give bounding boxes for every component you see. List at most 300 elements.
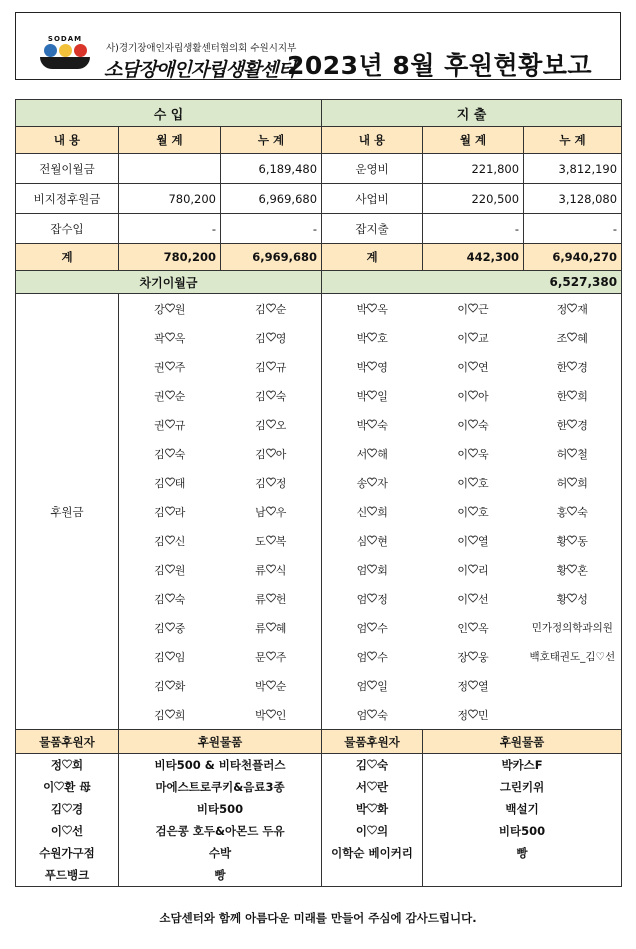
donor-name xyxy=(119,700,221,730)
name-first: 문 xyxy=(255,650,266,664)
name-last: 교 xyxy=(478,331,489,345)
carry-over-value: 6,527,380 xyxy=(322,271,622,294)
name-full: 수원가구점 xyxy=(39,846,95,860)
name-first: 이 xyxy=(457,302,469,316)
name-last: 일 xyxy=(377,389,388,403)
name-last: 인 xyxy=(275,708,287,722)
heart-icon xyxy=(567,390,577,400)
name-first: 홍 xyxy=(556,505,568,519)
expense-sum-month: 442,300 xyxy=(423,244,524,271)
donor-name xyxy=(119,526,221,555)
donor-name xyxy=(524,352,622,381)
goods-col-item-1: 후원물품 xyxy=(119,730,322,754)
summary-out-label: 잡지출 xyxy=(322,214,423,244)
name-last: 주 xyxy=(275,650,287,664)
heart-icon xyxy=(468,651,478,661)
name-first: 황 xyxy=(556,534,568,548)
summary-row xyxy=(16,154,622,184)
name-first: 이 xyxy=(43,780,55,794)
income-col-month: 월 계 xyxy=(119,127,221,154)
donor-name xyxy=(524,671,622,700)
donor-name xyxy=(423,381,524,410)
donor-name xyxy=(423,584,524,613)
name-full: 백호태권도_김♡선 xyxy=(529,651,616,663)
donor-name xyxy=(119,323,221,352)
donor-name xyxy=(119,497,221,526)
heart-icon xyxy=(165,506,175,516)
donor-name xyxy=(221,642,322,671)
name-first: 김 xyxy=(255,389,266,403)
logo-dot-blue xyxy=(44,44,57,57)
name-last: 화 xyxy=(377,802,389,816)
summary-in-total: 6,189,480 xyxy=(221,154,322,184)
donor-name xyxy=(221,410,322,439)
name-first: 도 xyxy=(255,534,266,548)
name-first: 이 xyxy=(457,592,469,606)
name-last: 란 xyxy=(377,780,389,794)
expense-sum-label: 계 xyxy=(322,244,423,271)
heart-icon xyxy=(266,419,276,429)
heart-icon xyxy=(54,781,64,791)
heart-icon xyxy=(468,332,478,342)
goods-item xyxy=(423,864,622,887)
name-last: 옥 xyxy=(478,621,489,635)
name-first: 이 xyxy=(457,563,469,577)
name-last: 열 xyxy=(478,679,489,693)
heart-icon xyxy=(367,622,377,632)
heart-icon xyxy=(468,477,478,487)
donor-name xyxy=(423,613,524,642)
goods-donor xyxy=(322,798,423,820)
name-last: 옥 xyxy=(174,331,186,345)
heart-icon xyxy=(165,419,175,429)
name-last: 웅 xyxy=(478,650,489,664)
heart-icon xyxy=(367,390,377,400)
goods-donor xyxy=(322,864,423,887)
summary-in-label: 전월이월금 xyxy=(16,154,119,184)
name-last: 호 xyxy=(478,505,489,519)
heart-icon xyxy=(567,303,577,313)
logo-text: SODAM xyxy=(47,35,83,43)
donor-name xyxy=(524,613,622,642)
goods-item: 수박 xyxy=(119,842,322,864)
donor-name xyxy=(322,613,423,642)
name-first: 김 xyxy=(255,331,266,345)
heart-icon xyxy=(468,593,478,603)
name-first: 이 xyxy=(457,476,469,490)
org-affiliation: 사)경기장애인자립생활센터협의회 수원시지부 xyxy=(106,43,297,54)
heart-icon xyxy=(165,448,175,458)
donor-name xyxy=(119,381,221,410)
name-last: 중 xyxy=(174,621,186,635)
name-last: 수 xyxy=(377,621,388,635)
heart-icon xyxy=(367,419,377,429)
summary-out-month: 221,800 xyxy=(423,154,524,184)
donor-name xyxy=(423,671,524,700)
heart-icon xyxy=(266,390,276,400)
donor-name xyxy=(221,584,322,613)
heart-icon xyxy=(367,709,377,719)
name-last: 신 xyxy=(174,534,186,548)
heart-icon xyxy=(567,535,577,545)
name-first: 허 xyxy=(556,476,568,490)
name-last: 수 xyxy=(377,650,388,664)
name-first: 김 xyxy=(50,802,62,816)
summary-out-label: 사업비 xyxy=(322,184,423,214)
name-first: 류 xyxy=(255,621,266,635)
name-first: 엄 xyxy=(356,708,368,722)
name-first: 박 xyxy=(355,802,368,816)
donor-name xyxy=(524,323,622,352)
name-last: 민 xyxy=(478,708,489,722)
name-first: 엄 xyxy=(356,621,368,635)
goods-item: 비타500 & 비타천플러스 xyxy=(119,754,322,777)
summary-in-month xyxy=(119,154,221,184)
name-first: 정 xyxy=(457,679,469,693)
name-first: 류 xyxy=(255,563,266,577)
name-last: 주 xyxy=(174,360,186,374)
name-last: 순 xyxy=(174,389,186,403)
name-first: 권 xyxy=(154,389,165,403)
donor-name xyxy=(322,323,423,352)
summary-out-month: - xyxy=(423,214,524,244)
name-last: 식 xyxy=(275,563,287,577)
goods-donor xyxy=(16,864,119,887)
name-last: 경 xyxy=(577,418,588,432)
donor-name xyxy=(221,468,322,497)
goods-donor xyxy=(322,842,423,864)
heart-icon xyxy=(165,477,175,487)
name-first: 엄 xyxy=(356,563,368,577)
donor-name xyxy=(322,584,423,613)
name-last: 연 xyxy=(478,360,489,374)
heart-icon xyxy=(567,564,577,574)
goods-donor xyxy=(322,776,423,798)
name-full: 푸드뱅크 xyxy=(44,868,90,882)
heart-icon xyxy=(367,332,377,342)
donor-section-label: 후원금 xyxy=(16,294,119,730)
heart-icon xyxy=(266,361,276,371)
heart-icon xyxy=(367,448,377,458)
name-first: 엄 xyxy=(356,679,368,693)
logo-bowl xyxy=(40,57,90,69)
donor-name xyxy=(524,642,622,671)
donor-name xyxy=(322,555,423,584)
heart-icon xyxy=(266,680,276,690)
name-last: 회 xyxy=(377,563,388,577)
name-first: 서 xyxy=(356,447,368,461)
heart-icon xyxy=(468,535,478,545)
donation-report-table xyxy=(15,99,622,887)
goods-item: 그린키위 xyxy=(423,776,622,798)
name-last: 철 xyxy=(577,447,588,461)
name-last: 숙 xyxy=(577,505,588,519)
donor-name xyxy=(524,294,622,324)
name-last: 원 xyxy=(174,302,186,316)
report-header xyxy=(15,12,621,80)
heart-icon xyxy=(266,448,276,458)
heart-icon xyxy=(165,709,175,719)
donor-name xyxy=(322,526,423,555)
heart-icon xyxy=(468,390,478,400)
name-last: 경 xyxy=(72,802,84,816)
donor-name xyxy=(119,410,221,439)
donor-name xyxy=(524,468,622,497)
donor-name xyxy=(221,352,322,381)
name-last: 혼 xyxy=(577,563,588,577)
name-last: 임 xyxy=(174,650,186,664)
donor-name xyxy=(322,352,423,381)
donor-name xyxy=(524,526,622,555)
name-last: 희 xyxy=(72,758,84,772)
name-first: 김 xyxy=(154,592,165,606)
heart-icon xyxy=(468,622,478,632)
heart-icon xyxy=(165,535,175,545)
name-first: 이 xyxy=(457,447,469,461)
name-first: 김 xyxy=(154,679,165,693)
heart-icon xyxy=(266,303,276,313)
name-last: 정 xyxy=(377,592,388,606)
heart-icon xyxy=(567,361,577,371)
name-last: 희 xyxy=(377,505,388,519)
heart-icon xyxy=(165,651,175,661)
name-last: 순 xyxy=(275,679,287,693)
name-first: 한 xyxy=(556,418,568,432)
goods-item: 마에스트로쿠키&음료3종 xyxy=(119,776,322,798)
name-first: 이 xyxy=(457,360,469,374)
name-first: 엄 xyxy=(356,592,368,606)
donor-name xyxy=(119,294,221,324)
name-first: 권 xyxy=(154,360,165,374)
name-last: 성 xyxy=(577,592,588,606)
name-first: 박 xyxy=(255,679,266,693)
heart-icon xyxy=(468,419,478,429)
goods-donor xyxy=(322,754,423,777)
heart-icon xyxy=(567,477,577,487)
heart-icon xyxy=(165,564,175,574)
heart-icon xyxy=(367,680,377,690)
name-first: 김 xyxy=(154,447,165,461)
name-last: 숙 xyxy=(377,758,389,772)
name-first: 김 xyxy=(154,534,165,548)
goods-row xyxy=(16,842,622,864)
donor-name xyxy=(322,410,423,439)
name-first: 이 xyxy=(457,505,469,519)
goods-row xyxy=(16,864,622,887)
donor-name xyxy=(322,497,423,526)
name-first: 인 xyxy=(457,621,469,635)
heart-icon xyxy=(468,709,478,719)
income-sum-month: 780,200 xyxy=(119,244,221,271)
summary-out-label: 운영비 xyxy=(322,154,423,184)
name-first: 남 xyxy=(255,505,266,519)
name-full: 이학순 베이커리 xyxy=(331,846,413,860)
heart-icon xyxy=(165,361,175,371)
name-first: 신 xyxy=(356,505,368,519)
goods-item: 검은콩 호두&아몬드 두유 xyxy=(119,820,322,842)
name-last: 오 xyxy=(275,418,287,432)
donor-name xyxy=(423,555,524,584)
name-last: 숙 xyxy=(377,418,388,432)
name-first: 김 xyxy=(154,708,165,722)
name-last: 열 xyxy=(478,534,489,548)
donor-name xyxy=(322,700,423,730)
name-last: 정 xyxy=(275,476,287,490)
name-first: 황 xyxy=(556,592,568,606)
goods-col-donor-2: 물품후원자 xyxy=(322,730,423,754)
goods-donor xyxy=(16,842,119,864)
expense-col-month: 월 계 xyxy=(423,127,524,154)
donor-name xyxy=(221,613,322,642)
donor-name xyxy=(423,700,524,730)
name-first: 엄 xyxy=(356,650,368,664)
name-last: 해 xyxy=(377,447,388,461)
name-first: 황 xyxy=(556,563,568,577)
name-last: 숙 xyxy=(174,592,186,606)
name-last: 규 xyxy=(275,360,287,374)
summary-in-total: - xyxy=(221,214,322,244)
donor-name xyxy=(119,555,221,584)
heart-icon xyxy=(62,759,72,769)
donor-name xyxy=(524,700,622,730)
donor-name xyxy=(423,410,524,439)
name-first: 김 xyxy=(154,621,165,635)
donor-name xyxy=(322,294,423,324)
name-last: 복 xyxy=(275,534,287,548)
goods-item: 박카스F xyxy=(423,754,622,777)
donor-name xyxy=(524,555,622,584)
heart-icon xyxy=(62,803,72,813)
thank-you-message: 소담센터와 함께 아름다운 미래를 만들어 주심에 감사드립니다. xyxy=(159,911,477,925)
donor-name xyxy=(423,468,524,497)
goods-item: 백설기 xyxy=(423,798,622,820)
heart-icon xyxy=(367,535,377,545)
logo-dot-red xyxy=(74,44,87,57)
name-first: 김 xyxy=(154,476,165,490)
heart-icon xyxy=(567,448,577,458)
name-first: 이 xyxy=(457,534,469,548)
expense-header: 지 출 xyxy=(322,100,622,127)
table-row xyxy=(16,294,622,324)
name-last: 환 母 xyxy=(64,780,91,794)
name-first: 허 xyxy=(556,447,568,461)
heart-icon xyxy=(468,303,478,313)
expense-col-total: 누 계 xyxy=(524,127,622,154)
name-last: 동 xyxy=(577,534,588,548)
expense-col-item: 내 용 xyxy=(322,127,423,154)
donor-name xyxy=(119,642,221,671)
name-first: 박 xyxy=(356,360,368,374)
name-first: 송 xyxy=(356,476,368,490)
heart-icon xyxy=(266,593,276,603)
name-last: 근 xyxy=(478,302,489,316)
name-last: 라 xyxy=(174,505,186,519)
name-full: 민가정의학과의원 xyxy=(531,622,613,634)
name-first: 김 xyxy=(355,758,368,772)
name-first: 조 xyxy=(556,331,568,345)
heart-icon xyxy=(266,651,276,661)
name-last: 숙 xyxy=(174,447,186,461)
name-last: 혜 xyxy=(577,331,588,345)
name-last: 자 xyxy=(377,476,388,490)
name-last: 아 xyxy=(478,389,489,403)
donor-name xyxy=(221,294,322,324)
summary-row xyxy=(16,214,622,244)
income-col-total: 누 계 xyxy=(221,127,322,154)
goods-item: 비타500 xyxy=(119,798,322,820)
heart-icon xyxy=(266,564,276,574)
goods-col-donor-1: 물품후원자 xyxy=(16,730,119,754)
heart-icon xyxy=(165,332,175,342)
logo-dot-yellow xyxy=(59,44,72,57)
name-first: 박 xyxy=(255,708,266,722)
name-first: 류 xyxy=(255,592,266,606)
name-first: 강 xyxy=(154,302,165,316)
heart-icon xyxy=(468,361,478,371)
heart-icon xyxy=(367,803,377,813)
heart-icon xyxy=(367,781,377,791)
name-first: 김 xyxy=(255,418,266,432)
name-last: 원 xyxy=(174,563,186,577)
donor-name xyxy=(221,526,322,555)
goods-row xyxy=(16,754,622,777)
donor-name xyxy=(221,381,322,410)
name-last: 태 xyxy=(174,476,186,490)
heart-icon xyxy=(468,506,478,516)
heart-icon xyxy=(567,593,577,603)
name-first: 김 xyxy=(154,505,165,519)
name-last: 의 xyxy=(377,824,389,838)
goods-donor xyxy=(16,754,119,777)
donor-name xyxy=(322,439,423,468)
donor-name xyxy=(119,352,221,381)
name-last: 우 xyxy=(275,505,287,519)
name-last: 숙 xyxy=(275,389,287,403)
heart-icon xyxy=(468,680,478,690)
donor-name xyxy=(221,439,322,468)
name-last: 혜 xyxy=(275,621,287,635)
name-first: 이 xyxy=(355,824,368,838)
goods-row xyxy=(16,820,622,842)
name-last: 숙 xyxy=(377,708,388,722)
name-first: 김 xyxy=(255,476,266,490)
donor-name xyxy=(322,671,423,700)
name-first: 권 xyxy=(154,418,165,432)
goods-donor xyxy=(322,820,423,842)
heart-icon xyxy=(266,622,276,632)
heart-icon xyxy=(165,622,175,632)
heart-icon xyxy=(367,506,377,516)
expense-sum-total: 6,940,270 xyxy=(524,244,622,271)
name-last: 경 xyxy=(577,360,588,374)
name-last: 희 xyxy=(174,708,186,722)
heart-icon xyxy=(165,390,175,400)
heart-icon xyxy=(266,477,276,487)
donor-name xyxy=(524,439,622,468)
name-last: 규 xyxy=(174,418,186,432)
donor-name xyxy=(221,700,322,730)
name-first: 서 xyxy=(355,780,368,794)
donor-name xyxy=(221,671,322,700)
summary-out-total: 3,812,190 xyxy=(524,154,622,184)
name-last: 리 xyxy=(478,563,489,577)
name-last: 헌 xyxy=(275,592,287,606)
heart-icon xyxy=(165,593,175,603)
name-last: 화 xyxy=(174,679,186,693)
donor-name xyxy=(119,613,221,642)
donor-name xyxy=(119,671,221,700)
income-sum-label: 계 xyxy=(16,244,119,271)
